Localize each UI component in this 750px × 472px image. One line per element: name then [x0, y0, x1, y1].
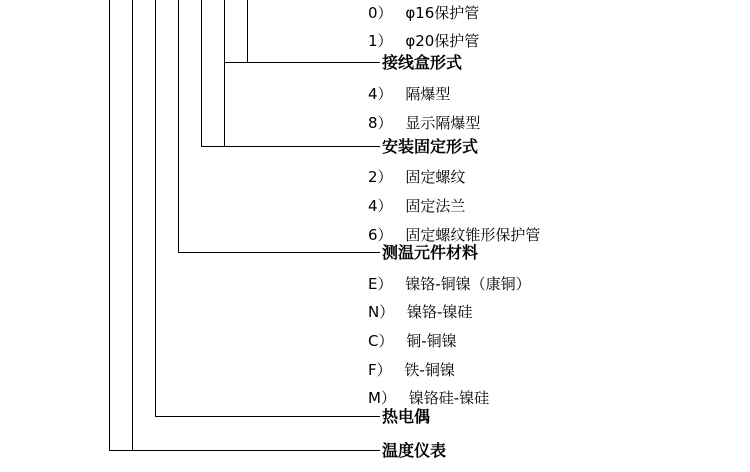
item-label: 固定螺纹: [405, 168, 466, 186]
item-code: F）: [368, 361, 392, 379]
item-element-material-1: [368, 305, 472, 320]
item-code: 4）: [368, 85, 393, 103]
item-code: M）: [368, 389, 396, 407]
item-code: 1）: [368, 32, 393, 50]
connector-instrument: [109, 450, 380, 451]
riser-mounting: [201, 0, 202, 146]
connector-junction-box: [224, 62, 380, 63]
item-code: 8）: [368, 114, 393, 132]
item-mounting-2: [368, 228, 540, 243]
item-junction-box-0: [368, 87, 450, 102]
heading-mounting: 安装固定形式: [382, 137, 479, 156]
item-protection-tube-1: [368, 34, 479, 49]
item-mounting-1: [368, 199, 465, 214]
item-label: 镍铬-铜镍（康铜）: [405, 275, 531, 293]
heading-instrument: 温度仪表: [382, 441, 447, 460]
riser-extra-left: [109, 0, 110, 450]
item-label: 隔爆型: [405, 85, 451, 103]
item-code: E）: [368, 275, 393, 293]
connector-element-material: [178, 252, 380, 253]
item-code: 0）: [368, 4, 393, 22]
item-element-material-4: [368, 391, 489, 406]
item-element-material-3: [368, 363, 455, 378]
connector-mounting: [201, 146, 380, 147]
item-label: φ16保护管: [405, 4, 480, 22]
item-protection-tube-0: [368, 6, 479, 21]
item-label: 固定法兰: [405, 197, 466, 215]
item-junction-box-1: [368, 116, 480, 131]
item-label: 镍铬-镍硅: [407, 303, 473, 321]
item-mounting-0: [368, 170, 465, 185]
riser-instrument: [132, 0, 133, 450]
item-label: 铁-铜镍: [404, 361, 455, 379]
item-label: φ20保护管: [405, 32, 480, 50]
connector-thermocouple: [155, 416, 380, 417]
item-code: C）: [368, 332, 394, 350]
heading-element-material: 测温元件材料: [382, 243, 479, 262]
riser-element-material: [178, 0, 179, 252]
item-code: 6）: [368, 226, 393, 244]
riser-thermocouple: [155, 0, 156, 416]
item-label: 镍铬硅-镍硅: [408, 389, 490, 407]
item-code: 4）: [368, 197, 393, 215]
item-label: 铜-铜镍: [406, 332, 457, 350]
item-element-material-0: [368, 277, 531, 292]
item-code: N）: [368, 303, 395, 321]
riser-protection-tube: [247, 0, 248, 62]
item-code: 2）: [368, 168, 393, 186]
heading-thermocouple: 热电偶: [382, 407, 431, 426]
item-label: 显示隔爆型: [405, 114, 481, 132]
riser-junction-box: [224, 0, 225, 146]
item-label: 固定螺纹锥形保护管: [405, 226, 541, 244]
heading-junction-box: 接线盒形式: [382, 53, 463, 72]
item-element-material-2: [368, 334, 457, 349]
